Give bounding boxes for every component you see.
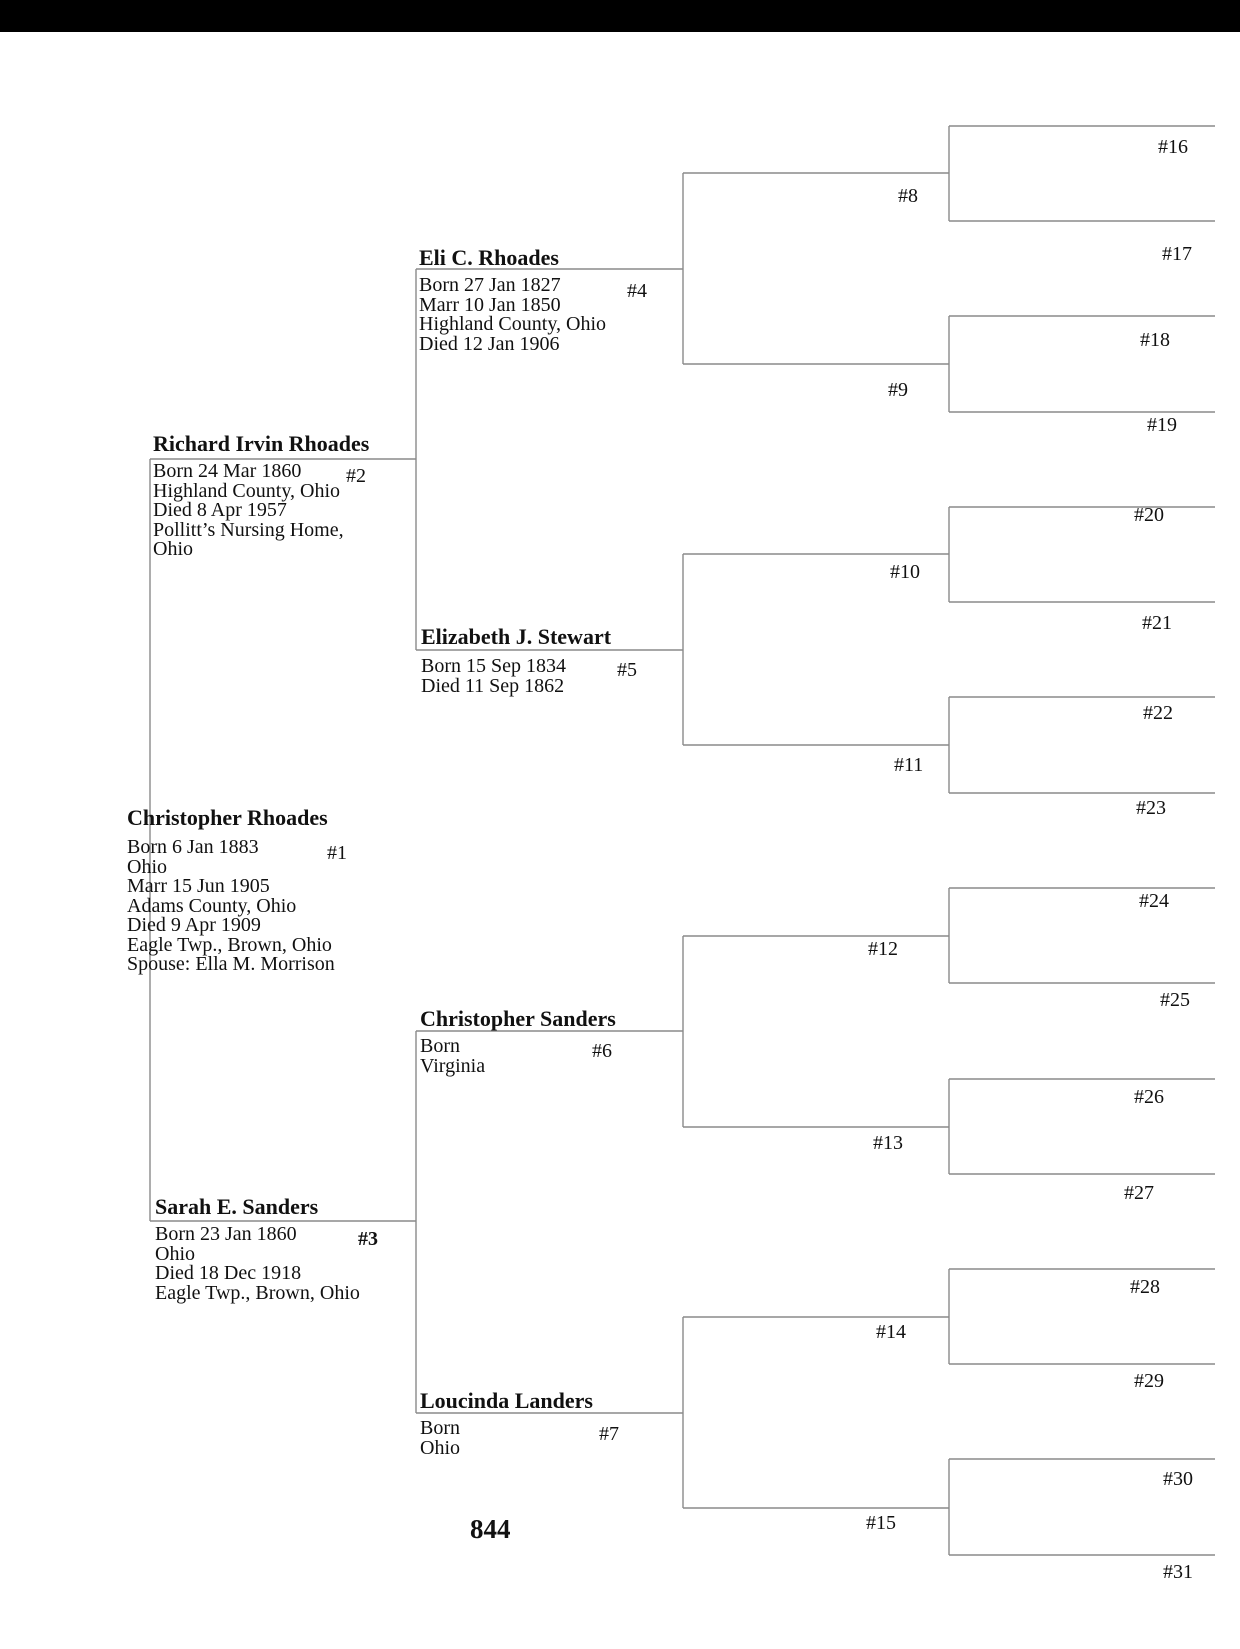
ancestor-number-25: #25	[1160, 989, 1190, 1011]
person-number: #4	[627, 280, 647, 302]
detail-line: Virginia	[420, 1054, 486, 1077]
detail-line: Born 23 Jan 1860	[155, 1223, 297, 1245]
person-number: #2	[346, 465, 366, 487]
ancestor-number-13: #13	[873, 1132, 903, 1154]
detail-line: Born	[420, 1035, 460, 1057]
ancestor-number-12: #12	[868, 938, 898, 960]
detail-line: Died 11 Sep 1862	[421, 674, 565, 697]
person-number: #6	[592, 1040, 612, 1062]
ancestor-number-14: #14	[876, 1321, 906, 1343]
person-5	[421, 625, 611, 696]
ancestor-number-23: #23	[1136, 797, 1166, 819]
person-details	[420, 1037, 616, 1076]
ancestor-number-29: #29	[1134, 1370, 1164, 1392]
person-name: Elizabeth J. Stewart	[421, 624, 612, 649]
person-details	[421, 657, 611, 696]
ancestor-number-8: #8	[898, 185, 918, 207]
ancestor-number-26: #26	[1134, 1086, 1164, 1108]
person-3	[155, 1195, 360, 1303]
ancestor-number-18: #18	[1140, 329, 1170, 351]
detail-line: Marr 15 Jun 1905	[127, 875, 270, 897]
ancestor-number-10: #10	[890, 561, 920, 583]
person-name: Eli C. Rhoades	[419, 245, 559, 270]
detail-line: Born 15 Sep 1834	[421, 655, 566, 677]
ancestor-number-17: #17	[1162, 243, 1192, 265]
ancestor-number-16: #16	[1158, 136, 1188, 158]
detail-line: Born 24 Mar 1860	[153, 460, 302, 482]
person-details	[420, 1419, 593, 1458]
detail-line: Died 18 Dec 1918	[155, 1262, 302, 1284]
detail-line: Eagle Twp., Brown, Ohio	[127, 933, 332, 956]
ancestor-number-20: #20	[1134, 504, 1164, 526]
person-details	[419, 276, 606, 354]
person-number: #3	[358, 1228, 378, 1250]
detail-line: Born 6 Jan 1883	[127, 836, 259, 858]
person-number: #7	[599, 1423, 619, 1445]
detail-line: Pollitt’s Nursing Home,	[153, 518, 344, 541]
detail-line: Highland County, Ohio	[419, 313, 607, 335]
detail-line: Highland County, Ohio	[153, 479, 341, 502]
person-4	[419, 246, 606, 354]
person-name: Loucinda Landers	[420, 1388, 593, 1413]
ancestor-number-9: #9	[888, 379, 908, 401]
person-name: Christopher Rhoades	[127, 805, 328, 830]
person-name: Christopher Sanders	[420, 1006, 616, 1031]
detail-line: Died 12 Jan 1906	[419, 332, 560, 355]
detail-line: Died 8 Apr 1957	[153, 499, 287, 521]
ancestor-number-30: #30	[1163, 1468, 1193, 1490]
person-2	[153, 432, 369, 560]
ancestor-number-15: #15	[866, 1512, 896, 1534]
ancestor-number-11: #11	[894, 754, 924, 776]
detail-line: Ohio	[153, 538, 193, 560]
person-number: #1	[327, 842, 347, 864]
person-details	[153, 462, 369, 560]
detail-line: Died 9 Apr 1909	[127, 914, 261, 936]
detail-line: Born 27 Jan 1827	[419, 274, 561, 296]
ancestor-number-31: #31	[1163, 1561, 1193, 1583]
detail-line: Adams County, Ohio	[127, 894, 297, 917]
detail-line: Ohio	[155, 1242, 195, 1265]
detail-line: Born	[420, 1417, 460, 1439]
ancestor-number-28: #28	[1130, 1276, 1160, 1298]
ancestor-number-21: #21	[1142, 612, 1172, 634]
ancestor-number-22: #22	[1143, 702, 1173, 724]
ancestor-number-24: #24	[1139, 890, 1169, 912]
person-details	[127, 838, 335, 975]
detail-line: Spouse: Ella M. Morrison	[127, 953, 335, 975]
detail-line: Marr 10 Jan 1850	[419, 293, 561, 316]
detail-line: Ohio	[420, 1436, 460, 1459]
person-details	[155, 1225, 360, 1303]
detail-line: Ohio	[127, 855, 167, 878]
person-name: Richard Irvin Rhoades	[153, 431, 370, 456]
person-1	[127, 806, 335, 975]
person-7	[420, 1389, 593, 1458]
person-6	[420, 1007, 616, 1076]
person-name: Sarah E. Sanders	[155, 1194, 319, 1219]
ancestor-number-27: #27	[1124, 1182, 1154, 1204]
page-number: 844	[470, 1514, 511, 1544]
ancestor-number-19: #19	[1147, 414, 1177, 436]
person-number: #5	[617, 659, 637, 681]
detail-line: Eagle Twp., Brown, Ohio	[155, 1281, 360, 1304]
